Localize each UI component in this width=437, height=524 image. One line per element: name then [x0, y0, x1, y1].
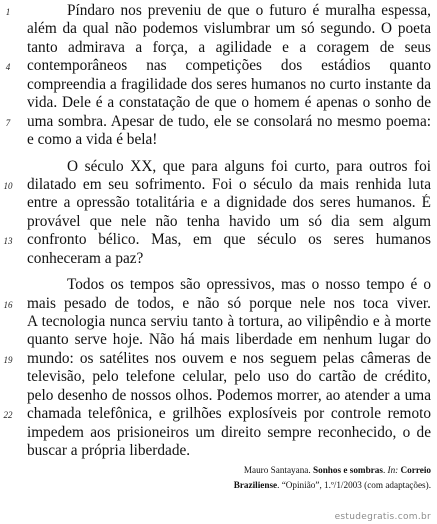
line-text: Todos os tempos são opressivos, mas o nosso tempo é o — [67, 276, 431, 294]
line-text: confronto bélico. Mas, em que século os seres humanos — [27, 231, 431, 249]
line-text: além da qual não podemos vislumbrar um só segundo. O poeta — [27, 20, 431, 38]
line-text: O século XX, que para alguns foi curto, para outros foi — [67, 157, 431, 175]
line-number: 4 — [5, 62, 11, 73]
text-line — [0, 158, 437, 176]
text-line — [0, 94, 437, 112]
text-line — [0, 39, 437, 57]
text-line — [0, 405, 437, 423]
text-line — [0, 387, 437, 405]
line-number: 22 — [3, 410, 13, 421]
text-line — [0, 350, 437, 368]
source-citation — [200, 463, 431, 493]
citation-author: Mauro Santayana. — [243, 465, 311, 475]
line-text: uma sombra. Apesar de tudo, ele se consolará no mesmo poema: — [27, 112, 431, 130]
text-line — [0, 2, 437, 20]
line-text: pelo desenho de nossos olhos. Podemos morrer, ao atender a uma — [27, 386, 431, 404]
article-body — [0, 2, 437, 461]
text-line — [0, 276, 437, 294]
line-number: 10 — [3, 180, 13, 191]
paragraph-2 — [0, 158, 437, 269]
line-text: A tecnologia nunca serviu tanto à tortura, ao vilipêndio e à morte — [27, 313, 431, 330]
line-text: mais pesado de todos, e não só porque nele nos toca viver. — [27, 294, 431, 312]
text-line — [0, 368, 437, 386]
text-line — [0, 424, 437, 442]
paragraph-spacer — [0, 150, 437, 158]
line-text: e como a vida é bela! — [27, 131, 158, 149]
text-line — [0, 131, 437, 149]
line-text: compreendia a fragilidade dos seres humanos no curto instante da — [27, 75, 431, 93]
paragraph-1 — [0, 2, 437, 150]
line-text: impedem aos prisioneiros um direito sempre reconhecido, o de — [27, 423, 431, 441]
text-line — [0, 250, 437, 268]
text-line — [0, 231, 437, 249]
line-text: chamada telefônica, e grilhões explosíveis por controle remoto — [27, 405, 431, 423]
site-watermark: estudegratis.com.br — [334, 512, 431, 522]
citation-title: Sonhos e sombras — [312, 465, 383, 475]
line-number: 16 — [3, 299, 13, 310]
line-number: 1 — [5, 7, 11, 17]
text-line — [0, 57, 437, 75]
line-number: 7 — [5, 117, 11, 128]
citation-text: Mauro Santayana. Sonhos e sombras. In: Correio Braziliense. “Opinião”, 1.º/1/2003 (com adaptações). — [233, 465, 431, 490]
citation-in-label: In: — [387, 465, 399, 475]
text-line — [0, 76, 437, 94]
paragraph-3 — [0, 276, 437, 460]
line-text: buscar a própria liberdade. — [27, 442, 191, 460]
text-line — [0, 313, 437, 331]
text-line — [0, 20, 437, 38]
line-text: vida. Dele é a constatação de que o homem é apenas o sonho de — [27, 94, 431, 112]
text-line — [0, 194, 437, 212]
paragraph-spacer — [0, 268, 437, 276]
line-text: dilatado em seu sofrimento. Foi o século da mais renhida luta — [27, 175, 431, 193]
line-text: conheceram a paz? — [27, 249, 144, 267]
text-line — [0, 176, 437, 194]
line-number: 19 — [3, 354, 13, 365]
citation-journal: Correio Braziliense — [233, 465, 431, 490]
text-line — [0, 442, 437, 460]
line-text: entre a opressão totalitária e a dignidade dos seres humanos. É — [27, 194, 431, 212]
line-text: tanto admirava a força, a agilidade e a coragem de seus — [27, 38, 431, 56]
line-text: provável que nele não tenha havido um só dia sem algum — [27, 212, 431, 230]
text-line — [0, 113, 437, 131]
text-line — [0, 331, 437, 349]
line-text: contemporâneos nas competições dos estádios quanto — [27, 57, 431, 75]
line-number: 13 — [3, 236, 13, 247]
text-line — [0, 295, 437, 313]
text-line — [0, 213, 437, 231]
line-text: quanto serve hoje. Não há mais liberdade em nenhum lugar do — [27, 331, 431, 349]
line-text: mundo: os satélites nos ouvem e nos seguem pelas câmeras de — [27, 349, 431, 367]
citation-details: . “Opinião”, 1.º/1/2003 (com adaptações). — [277, 480, 431, 490]
line-text: televisão, pelo telefone celular, pelo uso do cartão de crédito, — [27, 368, 431, 386]
line-text: Píndaro nos preveniu de que o futuro é muralha espessa, — [67, 2, 431, 19]
